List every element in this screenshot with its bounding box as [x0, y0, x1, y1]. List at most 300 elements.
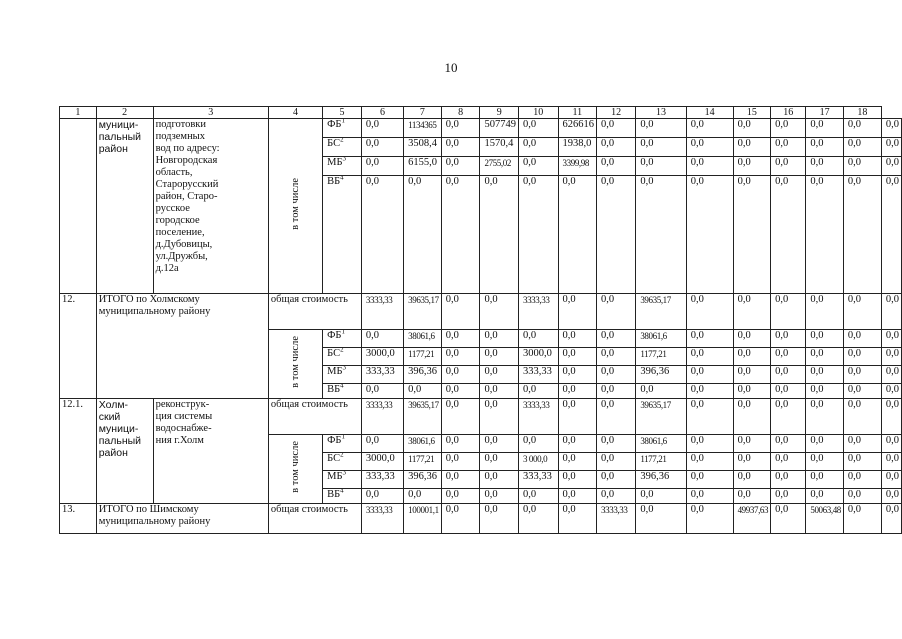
funding-source-label — [323, 330, 362, 348]
value-cell-text: 0,0 — [522, 157, 537, 168]
value-cell-text: 0,0 — [690, 138, 704, 149]
total-cost-label-text: общая стоимость — [270, 504, 348, 515]
column-header — [60, 107, 97, 119]
value-cell-text: 3333,33 — [601, 505, 628, 515]
value-cell — [686, 471, 733, 489]
value-cell-text: 38061,6 — [408, 436, 435, 446]
value-cell — [881, 504, 901, 534]
value-cell — [361, 366, 403, 384]
value-cell-text: 0,0 — [522, 330, 537, 341]
value-cell-text: 0,0 — [408, 384, 422, 395]
value-cell-text: 0,0 — [522, 489, 537, 500]
value-cell-text: 0,0 — [737, 157, 751, 168]
column-header — [441, 107, 480, 119]
value-cell-text: 0,0 — [847, 157, 862, 168]
value-cell — [480, 294, 519, 330]
column-header-text: 17 — [819, 107, 830, 118]
row-number — [60, 119, 97, 294]
funding-source-code: МБ — [327, 157, 343, 168]
column-header — [323, 107, 362, 119]
value-cell-text: 0,0 — [484, 471, 498, 482]
value-cell-text: 0,0 — [640, 157, 654, 168]
total-cost-label-text: общая стоимость — [270, 399, 348, 410]
value-cell-text: 39635,17 — [640, 295, 671, 305]
section-title-text: ИТОГО по Шимскому муниципальному району — [98, 504, 211, 527]
value-cell-text: 0,0 — [810, 471, 824, 482]
value-cell — [558, 366, 597, 384]
value-cell-text: 39635,17 — [640, 400, 671, 410]
value-cell-text: 1177,21 — [408, 454, 435, 464]
value-cell-text: 0,0 — [810, 348, 824, 359]
value-cell — [771, 435, 806, 453]
total-cost-label — [268, 504, 361, 534]
value-cell-text: 0,0 — [562, 176, 576, 187]
value-cell-text: 1177,21 — [640, 349, 667, 359]
value-cell — [480, 399, 519, 435]
value-cell-text: 3000,0 — [365, 348, 395, 359]
column-header — [636, 107, 686, 119]
value-cell-text: 0,0 — [601, 471, 615, 482]
value-cell — [518, 366, 558, 384]
value-cell — [361, 176, 403, 294]
value-cell-text: 0,0 — [847, 119, 862, 130]
vertical-text: в том числе — [289, 178, 301, 230]
value-cell — [806, 294, 844, 330]
value-cell-text: 626616 — [562, 119, 595, 130]
value-cell-text: 396,36 — [640, 366, 670, 377]
column-header — [597, 107, 636, 119]
value-cell-text: 0,0 — [847, 471, 862, 482]
column-header — [806, 107, 844, 119]
value-cell — [686, 330, 733, 348]
value-cell-text: 0,0 — [640, 176, 654, 187]
column-header-text: 18 — [857, 107, 868, 118]
value-cell-text: 1177,21 — [408, 349, 435, 359]
value-cell-text: 0,0 — [484, 294, 498, 305]
value-cell-text: 0,0 — [445, 504, 459, 515]
funding-source-label — [323, 489, 362, 504]
column-header-text: 6 — [380, 107, 386, 118]
value-cell — [480, 366, 519, 384]
value-cell — [686, 138, 733, 157]
value-cell — [597, 435, 636, 453]
row-number — [60, 294, 97, 399]
value-cell-text: 0,0 — [737, 138, 751, 149]
value-cell-text: 0,0 — [445, 330, 459, 341]
value-cell-text: 1570,4 — [484, 138, 514, 149]
value-cell — [480, 138, 519, 157]
value-cell — [518, 384, 558, 399]
column-header — [96, 107, 153, 119]
value-cell — [686, 453, 733, 471]
value-cell-text: 0,0 — [484, 366, 498, 377]
value-cell — [686, 348, 733, 366]
value-cell — [558, 294, 597, 330]
table-row — [60, 119, 902, 138]
value-cell-text: 0,0 — [690, 366, 704, 377]
value-cell — [843, 366, 881, 384]
value-cell-text: 0,0 — [522, 138, 537, 149]
value-cell — [361, 157, 403, 176]
value-cell — [881, 119, 901, 138]
value-cell — [806, 176, 844, 294]
value-cell-text: 0,0 — [847, 435, 862, 446]
value-cell-text: 0,0 — [522, 119, 537, 130]
value-cell-text: 333,33 — [365, 366, 395, 377]
value-cell — [881, 399, 901, 435]
value-cell-text: 0,0 — [690, 453, 704, 464]
value-cell-text: 3399,98 — [562, 158, 589, 168]
value-cell — [404, 471, 442, 489]
value-cell — [480, 453, 519, 471]
column-header — [518, 107, 558, 119]
value-cell-text: 0,0 — [365, 119, 380, 130]
value-cell — [558, 384, 597, 399]
value-cell-text: 0,0 — [810, 435, 824, 446]
value-cell-text: 0,0 — [810, 366, 824, 377]
funding-source-code: ФБ — [327, 119, 342, 130]
value-cell-text: 0,0 — [810, 384, 824, 395]
value-cell — [441, 399, 480, 435]
value-cell — [733, 294, 771, 330]
value-cell — [843, 330, 881, 348]
value-cell-text: 0,0 — [810, 330, 824, 341]
value-cell-text: 0,0 — [775, 384, 789, 395]
value-cell-text: 0,0 — [885, 471, 899, 482]
value-cell — [636, 348, 686, 366]
row-number-text: 12. — [62, 294, 76, 305]
value-cell-text: 396,36 — [408, 366, 438, 377]
value-cell-text: 507749 — [484, 119, 516, 130]
value-cell — [558, 138, 597, 157]
value-cell-text: 0,0 — [445, 471, 459, 482]
footnote-mark: 3 — [342, 470, 346, 477]
value-cell — [881, 453, 901, 471]
value-cell-text: 0,0 — [690, 435, 704, 446]
column-header-text: 7 — [419, 107, 425, 118]
value-cell-text: 0,0 — [737, 348, 751, 359]
footnote-mark: 3 — [342, 365, 346, 372]
value-cell-text: 0,0 — [847, 330, 862, 341]
value-cell — [441, 294, 480, 330]
value-cell-text: 0,0 — [365, 384, 380, 395]
value-cell-text: 0,0 — [601, 176, 615, 187]
value-cell-text: 0,0 — [885, 384, 899, 395]
column-header — [153, 107, 268, 119]
column-header-text: 11 — [572, 107, 583, 118]
value-cell — [404, 348, 442, 366]
value-cell — [733, 504, 771, 534]
value-cell — [636, 453, 686, 471]
value-cell-text: 0,0 — [445, 119, 459, 130]
value-cell — [806, 330, 844, 348]
funding-source-code: ФБ — [327, 435, 342, 446]
funding-source-code: МБ — [327, 471, 343, 482]
value-cell-text: 0,0 — [775, 471, 789, 482]
value-cell-text: 0,0 — [690, 384, 704, 395]
value-cell — [558, 348, 597, 366]
value-cell-text: 0,0 — [445, 453, 459, 464]
budget-table — [59, 106, 902, 534]
value-cell-text: 333,33 — [522, 366, 552, 377]
value-cell-text: 0,0 — [775, 435, 789, 446]
value-cell — [597, 471, 636, 489]
value-cell-text: 396,36 — [408, 471, 438, 482]
value-cell — [361, 138, 403, 157]
value-cell — [361, 471, 403, 489]
value-cell-text: 0,0 — [562, 471, 576, 482]
value-cell-text: 3000,0 — [365, 453, 395, 464]
value-cell — [518, 471, 558, 489]
value-cell-text: 1938,0 — [562, 138, 592, 149]
column-header — [361, 107, 403, 119]
column-header-text: 2 — [122, 107, 128, 118]
column-header — [404, 107, 442, 119]
value-cell-text: 0,0 — [445, 157, 459, 168]
value-cell — [843, 453, 881, 471]
funding-source-label — [323, 453, 362, 471]
value-cell — [733, 119, 771, 138]
value-cell — [733, 384, 771, 399]
value-cell-text: 0,0 — [601, 330, 615, 341]
value-cell — [733, 399, 771, 435]
value-cell-text: 0,0 — [601, 489, 615, 500]
value-cell-text: 0,0 — [810, 294, 824, 305]
value-cell — [806, 138, 844, 157]
value-cell — [806, 471, 844, 489]
value-cell-text: 0,0 — [445, 435, 459, 446]
value-cell — [558, 489, 597, 504]
value-cell-text: 0,0 — [885, 348, 899, 359]
value-cell — [558, 176, 597, 294]
value-cell — [843, 176, 881, 294]
value-cell — [361, 435, 403, 453]
value-cell-text: 0,0 — [885, 489, 899, 500]
funding-source-label — [323, 471, 362, 489]
value-cell — [518, 176, 558, 294]
value-cell-text: 38061,6 — [640, 436, 667, 446]
value-cell — [806, 157, 844, 176]
value-cell-text: 0,0 — [810, 489, 824, 500]
value-cell — [636, 504, 686, 534]
value-cell-text: 0,0 — [445, 348, 459, 359]
value-cell-text: 6155,0 — [408, 157, 438, 168]
value-cell-text: 0,0 — [640, 489, 654, 500]
value-cell-text: 0,0 — [601, 157, 615, 168]
value-cell — [636, 176, 686, 294]
value-cell-text: 0,0 — [445, 138, 459, 149]
value-cell — [361, 489, 403, 504]
value-cell — [597, 138, 636, 157]
value-cell-text: 333,33 — [522, 471, 552, 482]
value-cell — [771, 504, 806, 534]
value-cell-text: 0,0 — [522, 504, 537, 515]
value-cell-text: 0,0 — [690, 157, 704, 168]
value-cell — [480, 435, 519, 453]
value-cell — [518, 504, 558, 534]
table-body — [60, 107, 902, 534]
value-cell — [597, 176, 636, 294]
value-cell — [441, 453, 480, 471]
value-cell — [480, 471, 519, 489]
value-cell — [733, 330, 771, 348]
value-cell-text: 0,0 — [484, 330, 498, 341]
funding-source-code: ФБ — [327, 330, 342, 341]
value-cell-text: 49937,63 — [737, 505, 769, 515]
funding-source-code: БС — [327, 138, 341, 149]
value-cell-text: 0,0 — [484, 348, 498, 359]
value-cell-text: 0,0 — [365, 330, 380, 341]
value-cell-text: 0,0 — [847, 294, 862, 305]
value-cell — [806, 399, 844, 435]
value-cell-text: 0,0 — [885, 435, 899, 446]
value-cell — [686, 157, 733, 176]
value-cell-text: 0,0 — [847, 384, 862, 395]
value-cell-text: 0,0 — [365, 489, 380, 500]
value-cell-text: 2755,02 — [484, 158, 511, 168]
value-cell-text: 0,0 — [408, 176, 422, 187]
value-cell-text: 0,0 — [484, 504, 498, 515]
value-cell-text: 0,0 — [810, 453, 824, 464]
value-cell-text: 0,0 — [847, 489, 862, 500]
value-cell-text: 0,0 — [562, 504, 576, 515]
value-cell — [597, 119, 636, 138]
value-cell — [597, 348, 636, 366]
value-cell — [361, 348, 403, 366]
value-cell-text: 0,0 — [885, 294, 899, 305]
value-cell — [361, 330, 403, 348]
value-cell — [441, 157, 480, 176]
value-cell — [441, 348, 480, 366]
value-cell — [441, 435, 480, 453]
footnote-mark: 2 — [340, 347, 344, 354]
value-cell-text: 0,0 — [522, 176, 537, 187]
value-cell — [771, 176, 806, 294]
value-cell-text: 0,0 — [640, 119, 654, 130]
value-cell — [480, 176, 519, 294]
value-cell — [806, 119, 844, 138]
value-cell — [480, 384, 519, 399]
object-description-text: подготовки подземных вод по адресу: Новгородская область, Старорусский район, Старо- русское городское поселение, д.Дубовицы, ул.Дружбы, д.12а — [155, 119, 220, 274]
value-cell — [597, 399, 636, 435]
value-cell-text: 3 000,0 — [522, 454, 548, 464]
footnote-mark: 4 — [340, 488, 344, 495]
value-cell — [404, 366, 442, 384]
value-cell-text: 0,0 — [847, 348, 862, 359]
value-cell-text: 0,0 — [847, 453, 862, 464]
row-number-text: 12.1. — [62, 399, 83, 410]
value-cell — [518, 348, 558, 366]
value-cell — [771, 348, 806, 366]
value-cell — [361, 504, 403, 534]
value-cell — [733, 138, 771, 157]
value-cell-text: 0,0 — [445, 366, 459, 377]
value-cell-text: 0,0 — [562, 435, 576, 446]
funding-source-label — [323, 119, 362, 138]
value-cell-text: 333,33 — [365, 471, 395, 482]
footnote-mark: 2 — [340, 137, 344, 144]
region-name-text: муници- пальный район — [98, 119, 142, 155]
value-cell-text: 3000,0 — [522, 348, 552, 359]
value-cell — [686, 399, 733, 435]
value-cell — [480, 119, 519, 138]
value-cell-text: 0,0 — [445, 176, 459, 187]
value-cell-text: 0,0 — [690, 504, 704, 515]
value-cell — [480, 504, 519, 534]
value-cell — [597, 366, 636, 384]
value-cell-text: 0,0 — [601, 384, 615, 395]
value-cell-text: 0,0 — [601, 435, 615, 446]
funding-source-code: ВБ — [327, 384, 341, 395]
value-cell — [558, 157, 597, 176]
value-cell-text: 0,0 — [365, 157, 380, 168]
value-cell — [404, 119, 442, 138]
value-cell — [480, 330, 519, 348]
value-cell-text: 0,0 — [445, 489, 459, 500]
value-cell-text: 0,0 — [885, 453, 899, 464]
value-cell-text: 0,0 — [562, 294, 576, 305]
column-header — [686, 107, 733, 119]
value-cell — [733, 176, 771, 294]
value-cell-text: 0,0 — [562, 330, 576, 341]
value-cell — [404, 384, 442, 399]
value-cell — [843, 157, 881, 176]
value-cell-text: 1134365 — [408, 120, 437, 130]
value-cell-text: 0,0 — [737, 330, 751, 341]
value-cell-text: 0,0 — [775, 119, 789, 130]
value-cell-text: 0,0 — [562, 489, 576, 500]
footnote-mark: 1 — [341, 118, 345, 125]
in-total-vertical-label — [268, 330, 322, 399]
value-cell-text: 0,0 — [775, 399, 789, 410]
value-cell — [881, 435, 901, 453]
value-cell-text: 0,0 — [445, 294, 459, 305]
funding-source-code: БС — [327, 453, 341, 464]
total-cost-label-text: общая стоимость — [270, 294, 348, 305]
funding-source-label — [323, 435, 362, 453]
region-name — [96, 119, 153, 294]
funding-source-label — [323, 366, 362, 384]
value-cell-text: 0,0 — [562, 399, 576, 410]
value-cell — [881, 366, 901, 384]
value-cell-text: 0,0 — [690, 330, 704, 341]
value-cell — [686, 435, 733, 453]
value-cell-text: 0,0 — [484, 176, 498, 187]
value-cell — [881, 176, 901, 294]
section-title — [96, 504, 268, 534]
value-cell — [881, 294, 901, 330]
value-cell-text: 0,0 — [690, 176, 704, 187]
value-cell-text: 1177,21 — [640, 454, 667, 464]
value-cell — [597, 330, 636, 348]
value-cell — [404, 138, 442, 157]
value-cell-text: 0,0 — [737, 294, 751, 305]
value-cell-text: 0,0 — [885, 119, 899, 130]
value-cell — [597, 453, 636, 471]
value-cell — [771, 489, 806, 504]
value-cell-text: 0,0 — [847, 504, 862, 515]
value-cell — [441, 384, 480, 399]
funding-source-code: ВБ — [327, 489, 341, 500]
value-cell — [404, 330, 442, 348]
value-cell-text: 0,0 — [737, 435, 751, 446]
value-cell — [404, 157, 442, 176]
value-cell — [733, 157, 771, 176]
value-cell — [441, 489, 480, 504]
funding-source-label — [323, 138, 362, 157]
value-cell — [686, 119, 733, 138]
value-cell-text: 0,0 — [847, 399, 862, 410]
